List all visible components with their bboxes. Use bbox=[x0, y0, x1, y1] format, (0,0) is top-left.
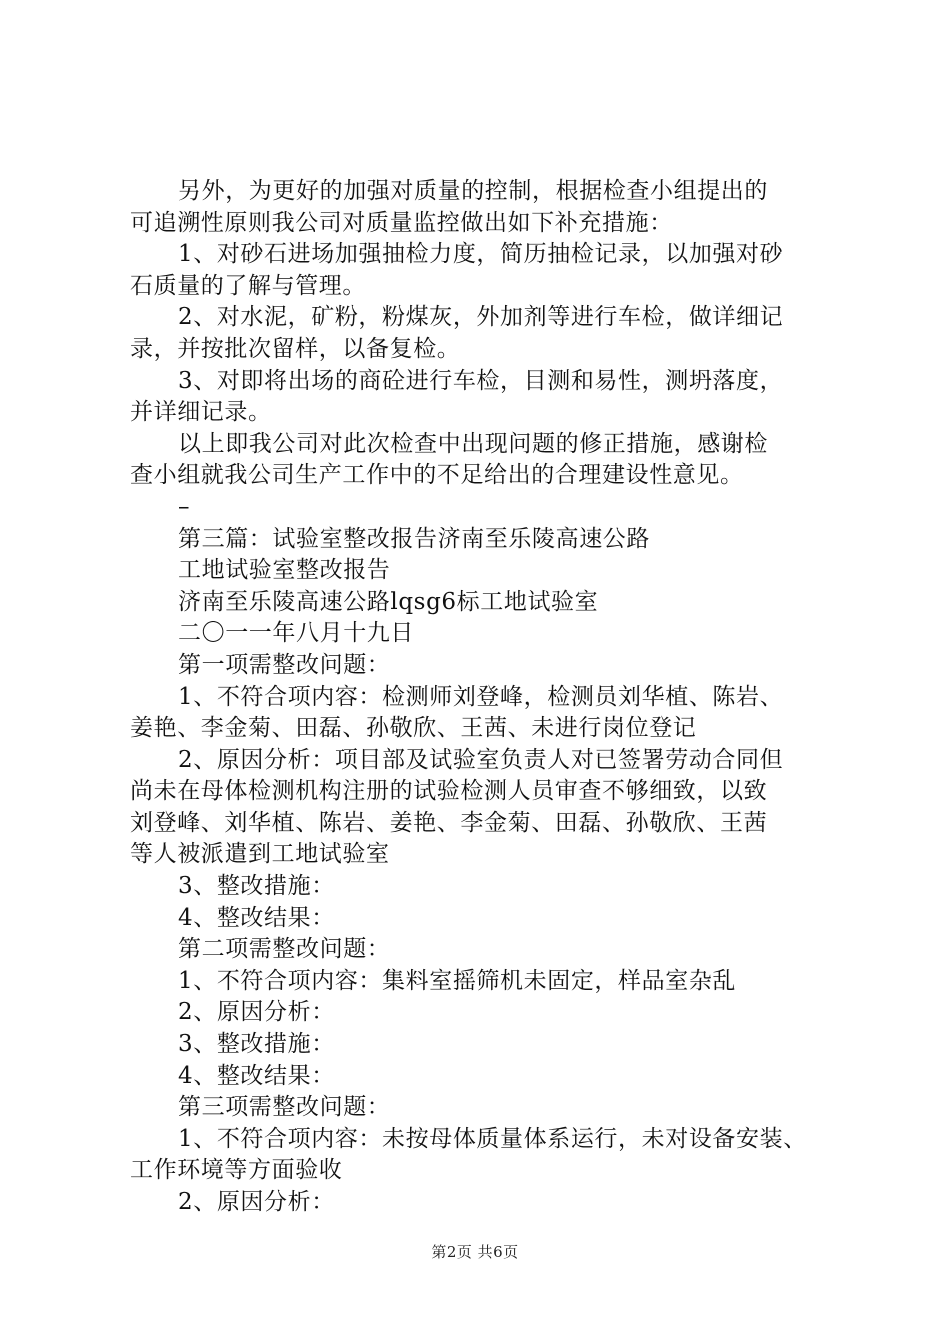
paragraph-line: 尚未在母体检测机构注册的试验检测人员审查不够细致，以致 bbox=[130, 778, 768, 805]
paragraph-line: 4、整改结果： bbox=[178, 1062, 335, 1089]
paragraph-line: 1、对砂石进场加强抽检力度，简历抽检记录，以加强对砂 bbox=[178, 241, 784, 268]
paragraph-line: 以上即我公司对此次检查中出现问题的修正措施，感谢检 bbox=[178, 430, 768, 457]
document-body bbox=[130, 176, 830, 1219]
paragraph-line: 济南至乐陵高速公路lqsg6标工地试验室 bbox=[178, 588, 599, 615]
paragraph-line: 1、不符合项内容：检测师刘登峰，检测员刘华植、陈岩、 bbox=[178, 683, 784, 710]
paragraph-line: – bbox=[178, 493, 191, 520]
paragraph-line: 2、对水泥，矿粉，粉煤灰，外加剂等进行车检，做详细记 bbox=[178, 304, 784, 331]
paragraph-line: 3、对即将出场的商砼进行车检，目测和易性，测坍落度， bbox=[178, 367, 784, 394]
paragraph-line: 第三项需整改问题： bbox=[178, 1094, 391, 1121]
paragraph-line: 2、原因分析： bbox=[178, 999, 335, 1026]
paragraph-line: 1、不符合项内容：未按母体质量体系运行，未对设备安装、 bbox=[178, 1125, 807, 1152]
paragraph-line: 2、原因分析：项目部及试验室负责人对已签署劳动合同但 bbox=[178, 746, 784, 773]
paragraph-line: 刘登峰、刘华植、陈岩、姜艳、李金菊、田磊、孙敬欣、王茜 bbox=[130, 809, 768, 836]
paragraph-line: 并详细记录。 bbox=[130, 399, 272, 426]
paragraph-line: 第二项需整改问题： bbox=[178, 936, 391, 963]
paragraph-line: 4、整改结果： bbox=[178, 904, 335, 931]
paragraph-line: 3、整改措施： bbox=[178, 1031, 335, 1058]
paragraph-line: 查小组就我公司生产工作中的不足给出的合理建设性意见。 bbox=[130, 462, 744, 489]
paragraph-line: 另外，为更好的加强对质量的控制，根据检查小组提出的 bbox=[178, 178, 768, 204]
paragraph-line: 二〇一一年八月十九日 bbox=[178, 620, 414, 647]
paragraph-line: 1、不符合项内容：集料室摇筛机未固定，样品室杂乱 bbox=[178, 967, 737, 994]
paragraph-line: 第三篇：试验室整改报告济南至乐陵高速公路 bbox=[178, 525, 650, 552]
paragraph-line: 工作环境等方面验收 bbox=[130, 1157, 343, 1184]
page-footer: 第2页 共6页 bbox=[431, 1243, 519, 1261]
paragraph-line: 第一项需整改问题： bbox=[178, 651, 391, 678]
paragraph-line: 可追溯性原则我公司对质量监控做出如下补充措施： bbox=[130, 209, 673, 236]
paragraph-line: 石质量的了解与管理。 bbox=[130, 272, 366, 299]
paragraph-line: 姜艳、李金菊、田磊、孙敬欣、王茜、未进行岗位登记 bbox=[130, 715, 697, 742]
paragraph-line: 工地试验室整改报告 bbox=[178, 557, 391, 584]
paragraph-line: 3、整改措施： bbox=[178, 873, 335, 900]
paragraph-line: 2、原因分析： bbox=[178, 1189, 335, 1215]
paragraph-line: 等人被派遣到工地试验室 bbox=[130, 841, 390, 868]
paragraph-line: 录，并按批次留样，以备复检。 bbox=[130, 335, 461, 362]
